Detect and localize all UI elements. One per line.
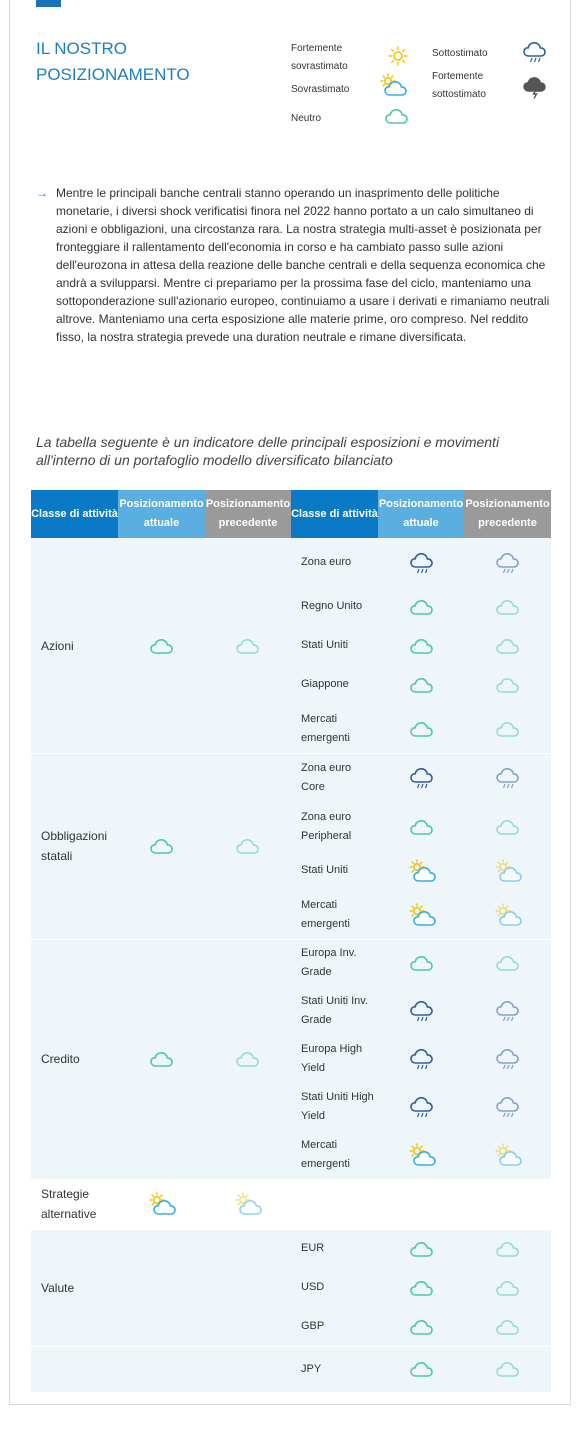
cloud-icon xyxy=(409,815,437,839)
header-previous-2: Posizionamento precedente xyxy=(464,490,551,538)
cloud-icon xyxy=(495,595,523,619)
sun-cloud-icon xyxy=(380,73,408,102)
asset-class-name: Credito xyxy=(41,1052,80,1066)
cloud-icon xyxy=(495,951,523,975)
cloud-icon xyxy=(495,1357,523,1381)
sun-cloud-icon xyxy=(409,1143,437,1167)
sub-asset-name: Europa High Yield xyxy=(301,1043,363,1074)
sub-asset-name: Stati Uniti Inv. Grade xyxy=(301,995,369,1026)
sub-asset-name: GBP xyxy=(301,1320,325,1332)
storm-cloud-icon xyxy=(522,75,550,104)
cloud-icon xyxy=(409,951,437,975)
sub-asset-name: Stati Uniti xyxy=(301,639,349,651)
sub-asset-name: Stati Uniti xyxy=(301,864,349,876)
cloud-icon xyxy=(149,1047,177,1071)
sub-asset-name: Zona euro Peripheral xyxy=(301,810,352,842)
cloud-icon xyxy=(495,1315,523,1339)
legend-label-neutral: Neutro xyxy=(291,113,322,124)
sub-asset-name: Mercati emergenti xyxy=(301,1139,350,1170)
legend-label-strong-under: Fortemente sottostimato xyxy=(432,71,486,100)
arrow-right-icon: → xyxy=(36,186,48,200)
sub-asset-name: Mercati emergenti xyxy=(301,712,350,744)
rain-cloud-icon xyxy=(409,766,437,790)
rain-cloud-icon xyxy=(495,999,523,1023)
rain-cloud-icon xyxy=(495,1047,523,1071)
cloud-icon xyxy=(384,104,412,133)
cloud-icon xyxy=(409,717,437,741)
legend-label-under: Sottostimato xyxy=(432,48,488,59)
asset-class-name: Strategie alternative xyxy=(41,1187,97,1221)
cloud-icon xyxy=(409,1237,437,1261)
cloud-icon xyxy=(409,595,437,619)
asset-class-name: Azioni xyxy=(41,638,74,653)
header-current-2: Posizionamento attuale xyxy=(378,490,464,538)
cloud-icon xyxy=(149,834,177,858)
header-current-1: Posizionamento attuale xyxy=(118,490,205,538)
legend-label-strong-over: Fortemente sovrastimato xyxy=(291,43,348,72)
sun-cloud-icon xyxy=(235,1192,263,1216)
cloud-icon xyxy=(235,834,263,858)
header-asset-class-1: Classe di attività xyxy=(31,490,118,538)
sun-cloud-icon xyxy=(495,859,523,883)
legend-label-over: Sovrastimato xyxy=(291,84,350,95)
accent-bar xyxy=(36,0,61,7)
sun-cloud-icon xyxy=(495,1143,523,1167)
page-title: IL NOSTRO POSIZIONAMENTO xyxy=(36,39,190,84)
sub-asset-name: JPY xyxy=(301,1362,322,1375)
rain-cloud-icon xyxy=(409,1095,437,1119)
sun-cloud-icon xyxy=(149,1192,177,1216)
sun-cloud-icon xyxy=(495,903,523,927)
cloud-icon xyxy=(409,1276,437,1300)
cloud-icon xyxy=(409,634,437,658)
cloud-icon xyxy=(495,673,523,697)
sub-asset-name: Zona euro xyxy=(301,556,352,568)
sun-icon xyxy=(384,44,412,73)
rain-cloud-icon xyxy=(409,551,437,575)
rain-cloud-icon xyxy=(409,999,437,1023)
table-intro: La tabella seguente è un indicatore delle principali esposizioni e movimenti all'interno di un portafoglio modello diversificato bilanciato xyxy=(36,434,500,468)
cloud-icon xyxy=(495,815,523,839)
sub-asset-name: Europa Inv. Grade xyxy=(301,947,357,978)
cloud-icon xyxy=(409,1315,437,1339)
cloud-icon xyxy=(409,673,437,697)
cloud-icon xyxy=(235,634,263,658)
rain-cloud-icon xyxy=(495,1095,523,1119)
header-asset-class-2: Classe di attività xyxy=(291,490,378,538)
sub-asset-name: Zona euro Core xyxy=(301,761,352,793)
asset-class-name: Obbligazioni statali xyxy=(41,829,108,863)
sub-asset-name: Giappone xyxy=(301,678,349,690)
cloud-icon xyxy=(495,1276,523,1300)
row-divider xyxy=(31,939,551,940)
sub-asset-name: Mercati emergenti xyxy=(301,898,350,930)
row-divider xyxy=(31,1229,551,1230)
sub-asset-name: Regno Unito xyxy=(301,600,363,612)
sun-cloud-icon xyxy=(409,903,437,927)
cloud-icon xyxy=(409,1357,437,1381)
cloud-icon xyxy=(495,634,523,658)
asset-class-name: Valute xyxy=(41,1280,75,1295)
rain-cloud-icon xyxy=(495,766,523,790)
cloud-icon xyxy=(495,1237,523,1261)
sub-asset-name: Stati Uniti High Yield xyxy=(301,1091,374,1122)
sun-cloud-icon xyxy=(409,859,437,883)
row-divider xyxy=(31,753,551,754)
sub-asset-name: USD xyxy=(301,1281,325,1293)
cloud-icon xyxy=(235,1047,263,1071)
summary-text: Mentre le principali banche centrali stanno operando un inasprimento delle politiche monetarie, i diversi shock verificatisi finora nel 2022 hanno portato a un calo simultaneo di azioni e obbligazioni, una circostanza rara. La nostra strategia multi-asset è posizionata per fronteggiare il rallentamento dell'economia in corso e ha cambiato passo sulle azioni dell'eurozona in attesa della reazione delle banche centrali e della sequenza economica che andrà a svilupparsi. Mentre ci prepariamo per la prossima fase del ciclo, manteniamo una sottoponderazione sull'azionario europeo, continuiamo a usare i derivati e rimaniamo neutrali altrove. Manteniamo una certa esposizione alle materie prime, oro compreso. Nel reddito fisso, la nostra strategia prevede una duration neutrale e rimane diversificata. xyxy=(56,186,550,344)
table-group xyxy=(31,1346,551,1392)
sub-asset-name: EUR xyxy=(301,1242,325,1254)
cloud-icon xyxy=(149,634,177,658)
rain-cloud-icon xyxy=(409,1047,437,1071)
header-previous-1: Posizionamento precedente xyxy=(205,490,291,538)
row-divider xyxy=(31,1346,551,1347)
rain-cloud-icon xyxy=(522,40,550,69)
cloud-icon xyxy=(495,717,523,741)
rain-cloud-icon xyxy=(495,551,523,575)
row-divider xyxy=(31,1179,551,1180)
